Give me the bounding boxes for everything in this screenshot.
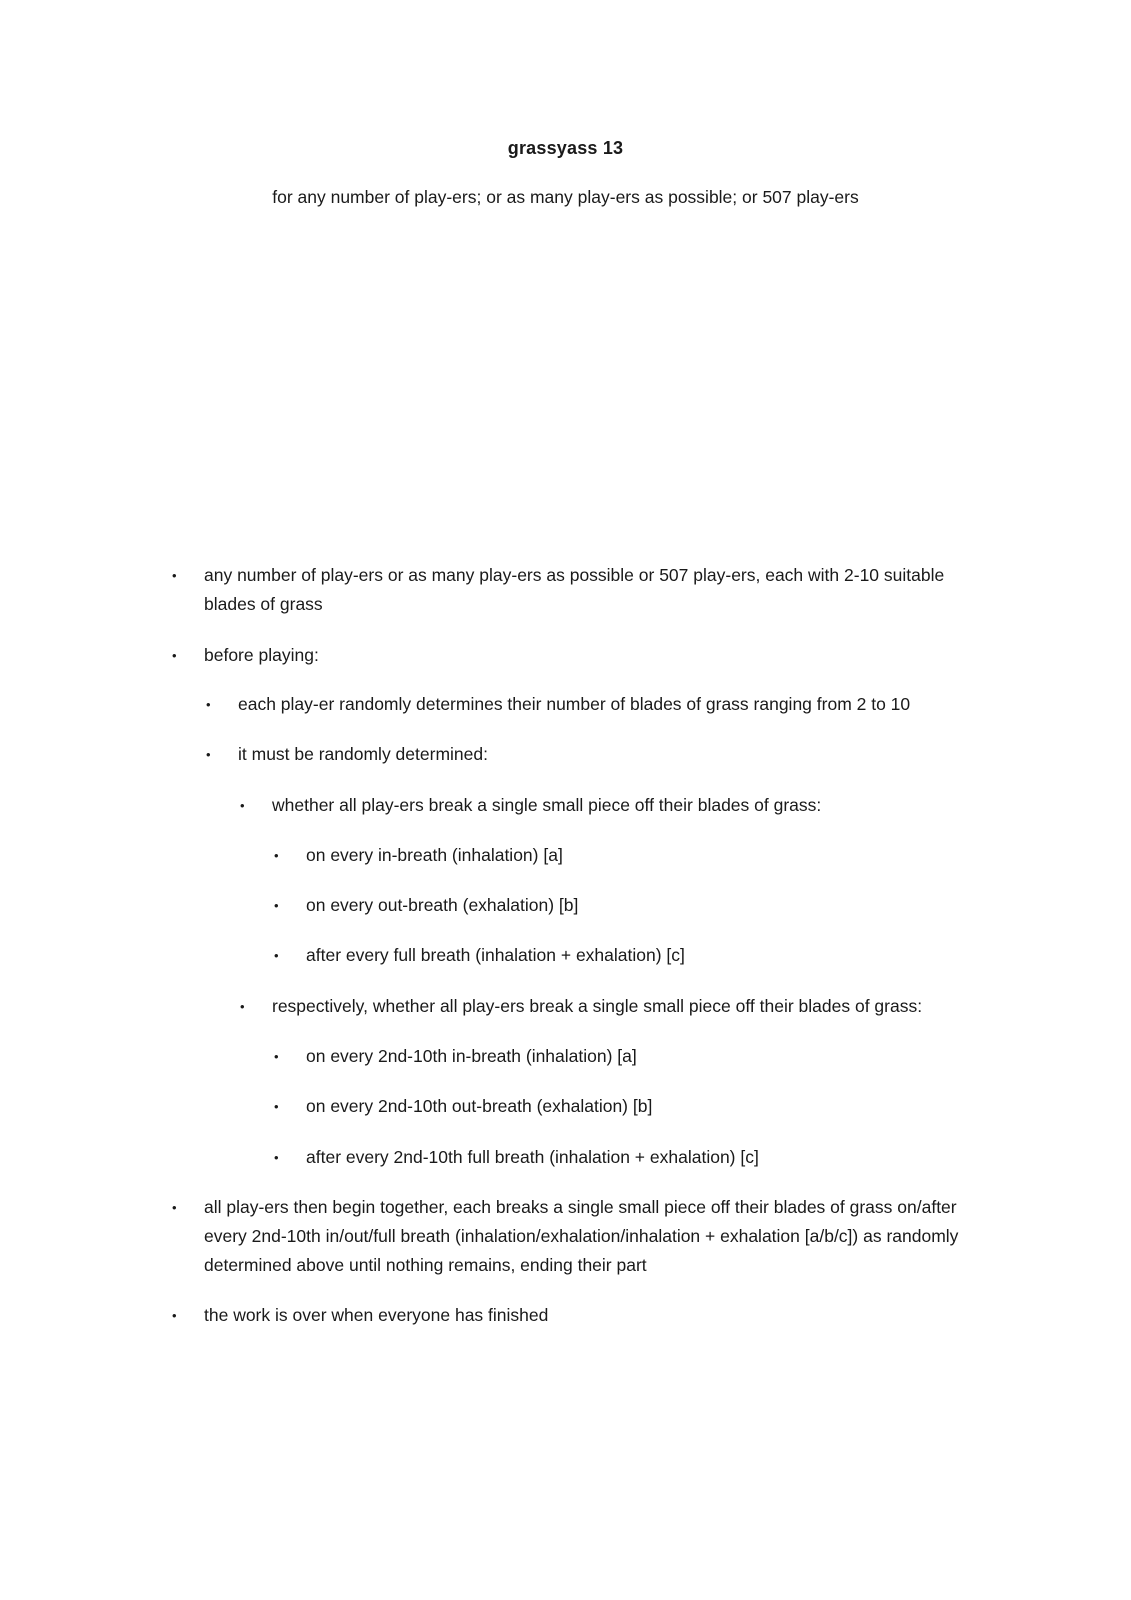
bullet-icon: • [172,1200,177,1215]
list-item [274,1143,1006,1172]
bullet-icon: • [172,648,177,663]
list-item-text: after every 2nd-10th full breath (inhalation + exhalation) [c] [306,1147,759,1167]
list-item [206,740,978,769]
list-item-text: the work is over when everyone has finished [204,1305,549,1325]
bullet-icon: • [206,697,211,712]
list-item [172,641,964,670]
bullet-icon: • [240,798,245,813]
bullet-icon: • [274,898,279,913]
bullet-icon: • [274,848,279,863]
bullet-icon: • [172,568,177,583]
list-item [240,791,992,820]
bullet-icon: • [206,747,211,762]
list-item-text: whether all play-ers break a single small piece off their blades of grass: [272,795,822,815]
list-item [274,1092,1006,1121]
list-item [274,941,1006,970]
list-item-text: all play-ers then begin together, each breaks a single small piece off their blades of grass on/after every 2nd-10th in/out/full breath (inhalation/exhalation/inhalation + exhalation [a/b/c]) as randomly determined above until nothing remains, ending their part [204,1197,959,1275]
document-subtitle: for any number of play-ers; or as many play-ers as possible; or 507 play-ers [272,187,859,207]
document-title: grassyass 13 [507,138,624,158]
bullet-icon: • [274,948,279,963]
bullet-icon: • [240,999,245,1014]
bullet-icon: • [274,1049,279,1064]
list-item [274,841,1006,870]
list-item [172,561,964,619]
bullet-icon: • [274,1150,279,1165]
list-item [172,1193,964,1280]
bullet-icon: • [172,1308,177,1323]
list-item-text: after every full breath (inhalation + exhalation) [c] [306,945,685,965]
list-item-text: each play-er randomly determines their number of blades of grass ranging from 2 to 10 [238,694,911,714]
list-item [274,891,1006,920]
list-item-text: on every 2nd-10th in-breath (inhalation) [a] [306,1046,637,1066]
list-item [274,1042,1006,1071]
list-item-text: respectively, whether all play-ers break a single small piece off their blades of grass: [272,996,923,1016]
list-item-text: on every 2nd-10th out-breath (exhalation) [b] [306,1096,653,1116]
list-item [206,690,978,719]
list-item-text: on every in-breath (inhalation) [a] [306,845,563,865]
list-item-text: any number of play-ers or as many play-ers as possible or 507 play-ers, each with 2-10 suitable blades of grass [204,565,945,614]
list-item-text: before playing: [204,645,319,665]
list-item [172,1301,964,1330]
list-item-text: on every out-breath (exhalation) [b] [306,895,579,915]
list-item [240,992,992,1021]
list-item-text: it must be randomly determined: [238,744,488,764]
bullet-icon: • [274,1099,279,1114]
